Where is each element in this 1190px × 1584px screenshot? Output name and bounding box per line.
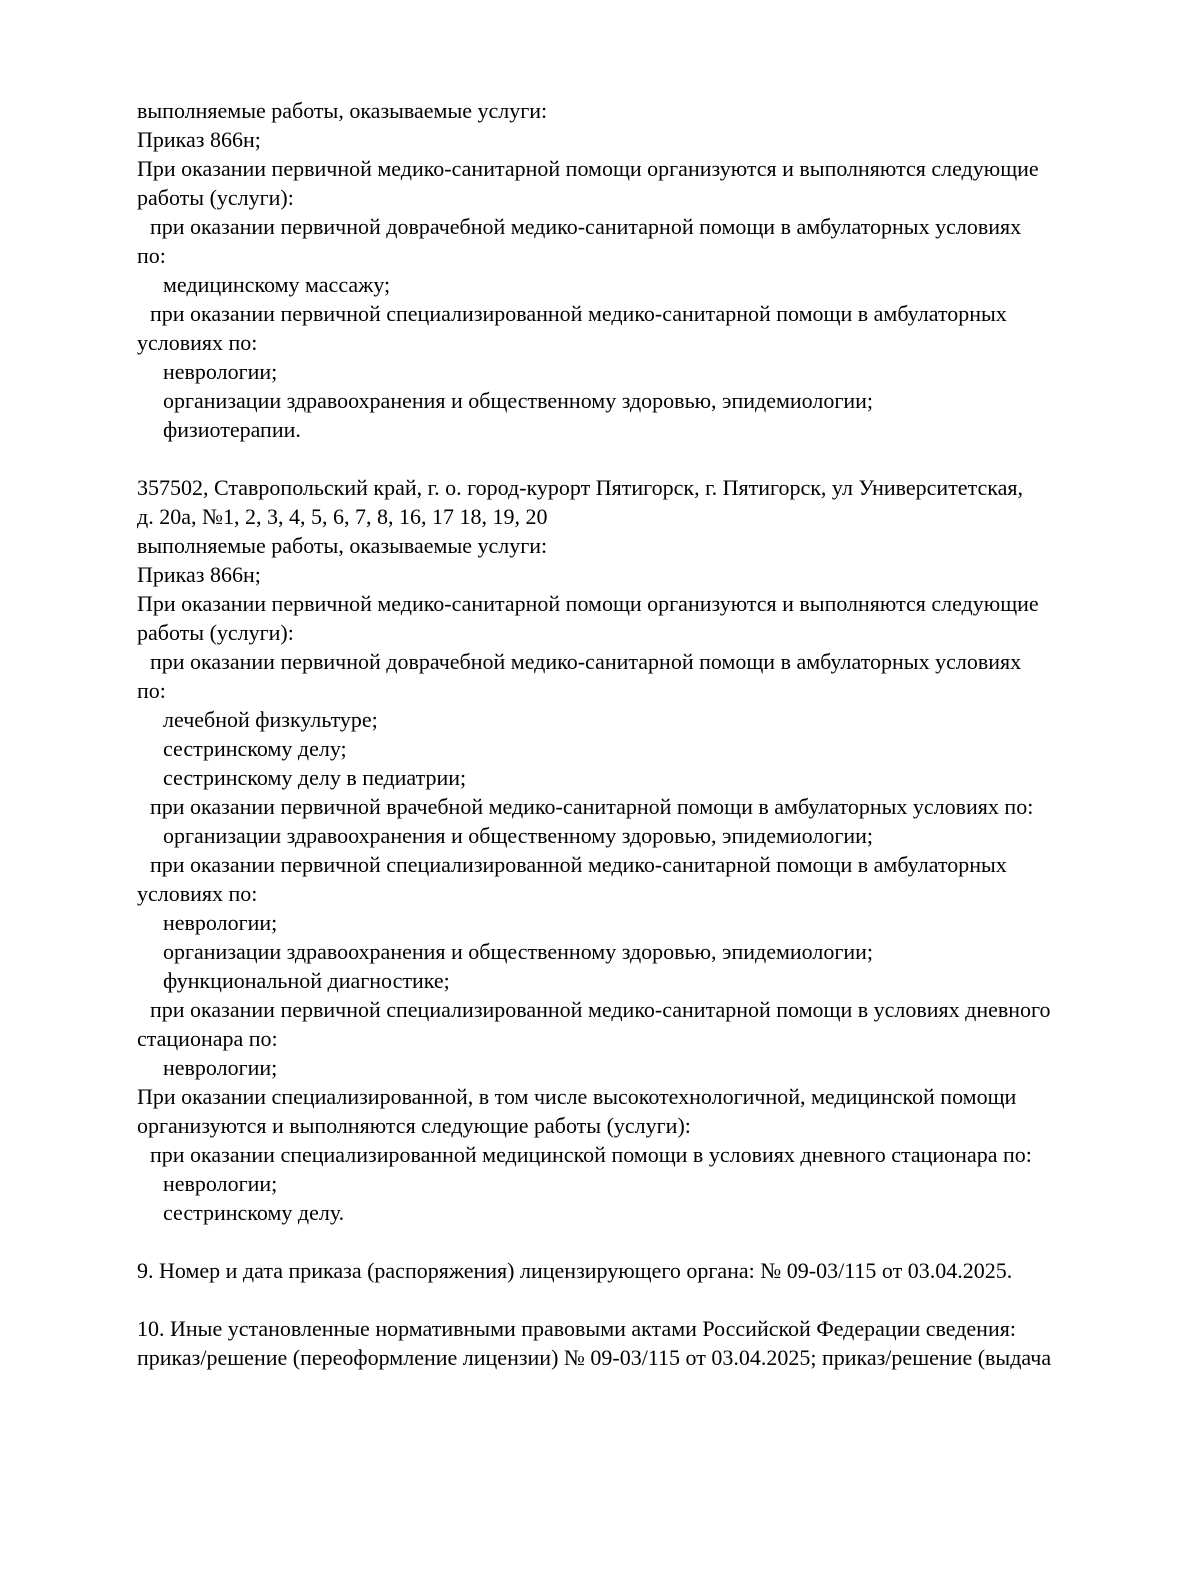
text-line: При оказании первичной медико-санитарной помощи организуются и выполняются следующие <box>137 156 1039 181</box>
text-line: при оказании первичной доврачебной медико-санитарной помощи в амбулаторных условиях <box>150 214 1022 239</box>
section-item-9-order-number <box>137 1256 1137 1285</box>
text-line: 357502, Ставропольский край, г. о. город-курорт Пятигорск, г. Пятигорск, ул Университетская, <box>137 475 1023 500</box>
section-item-10-other-info <box>137 1314 1137 1372</box>
text-line: выполняемые работы, оказываемые услуги: <box>137 98 548 123</box>
text-line: лечебной физкультуре; <box>163 707 378 732</box>
text-line: при оказании первичной специализированной медико-санитарной помощи в амбулаторных <box>150 852 1007 877</box>
text-line: при оказании первичной врачебной медико-санитарной помощи в амбулаторных условиях по: <box>150 794 1034 819</box>
text-line: при оказании первичной специализированной медико-санитарной помощи в условиях дневного <box>150 997 1051 1022</box>
text-line: сестринскому делу. <box>163 1200 345 1225</box>
text-line: неврологии; <box>163 1055 278 1080</box>
text-line: при оказании первичной доврачебной медико-санитарной помощи в амбулаторных условиях <box>150 649 1022 674</box>
text-line: организуются и выполняются следующие работы (услуги): <box>137 1113 691 1138</box>
text-line: условиях по: <box>137 881 258 906</box>
text-line: 9. Номер и дата приказа (распоряжения) лицензирующего органа: № 09-03/115 от 03.04.2025. <box>137 1258 1013 1283</box>
text-line: неврологии; <box>163 1171 278 1196</box>
document-content <box>137 96 1137 1372</box>
text-line: медицинскому массажу; <box>163 272 391 297</box>
text-line: организации здравоохранения и общественному здоровью, эпидемиологии; <box>163 939 874 964</box>
text-line: сестринскому делу в педиатрии; <box>163 765 467 790</box>
text-line: по: <box>137 243 166 268</box>
text-line: 10. Иные установленные нормативными правовыми актами Российской Федерации сведения: <box>137 1316 1016 1341</box>
section-address-and-services <box>137 473 1137 1227</box>
text-line: при оказании специализированной медицинской помощи в условиях дневного стационара по: <box>150 1142 1032 1167</box>
text-line: организации здравоохранения и общественному здоровью, эпидемиологии; <box>163 388 874 413</box>
text-line: условиях по: <box>137 330 258 355</box>
text-line: Приказ 866н; <box>137 127 261 152</box>
text-line: неврологии; <box>163 910 278 935</box>
text-line: Приказ 866н; <box>137 562 261 587</box>
text-line: д. 20а, №1, 2, 3, 4, 5, 6, 7, 8, 16, 17 18, 19, 20 <box>137 504 548 529</box>
text-line: неврологии; <box>163 359 278 384</box>
text-line: стационара по: <box>137 1026 278 1051</box>
text-line: выполняемые работы, оказываемые услуги: <box>137 533 548 558</box>
text-line: физиотерапии. <box>163 417 301 442</box>
text-line: работы (услуги): <box>137 185 294 210</box>
text-line: При оказании первичной медико-санитарной помощи организуются и выполняются следующие <box>137 591 1039 616</box>
text-line: работы (услуги): <box>137 620 294 645</box>
text-line: организации здравоохранения и общественному здоровью, эпидемиологии; <box>163 823 874 848</box>
text-line: сестринскому делу; <box>163 736 347 761</box>
text-line: При оказании специализированной, в том числе высокотехнологичной, медицинской помощи <box>137 1084 1017 1109</box>
text-line: приказ/решение (переоформление лицензии) № 09-03/115 от 03.04.2025; приказ/решение (выдача <box>137 1345 1052 1370</box>
text-line: при оказании первичной специализированной медико-санитарной помощи в амбулаторных <box>150 301 1007 326</box>
text-line: функциональной диагностике; <box>163 968 450 993</box>
text-line: по: <box>137 678 166 703</box>
section-services-continued <box>137 96 1137 444</box>
